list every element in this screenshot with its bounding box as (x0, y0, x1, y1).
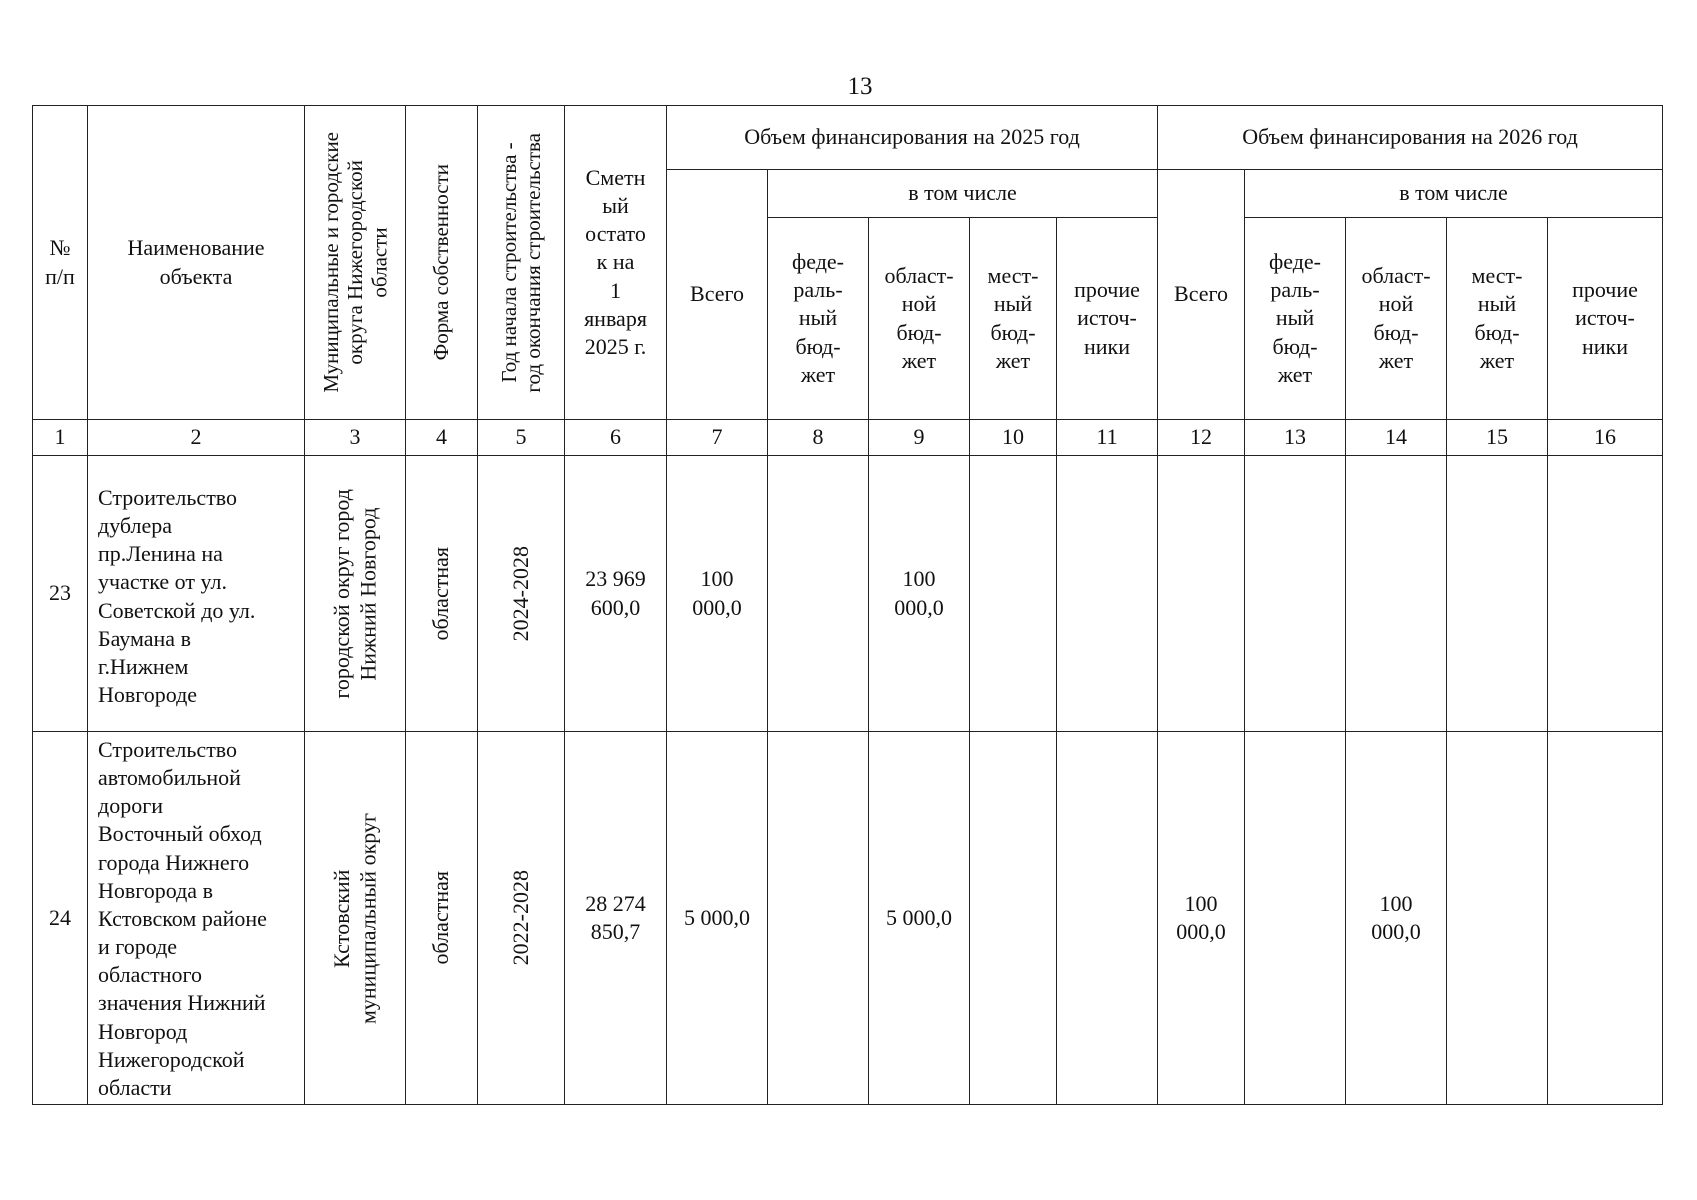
row-estimate: 23 969 600,0 (565, 456, 667, 732)
column-number: 2 (88, 420, 305, 456)
column-number: 3 (305, 420, 406, 456)
column-number: 16 (1548, 420, 1663, 456)
row-other-2025 (1057, 456, 1158, 732)
financing-table (32, 105, 1663, 1105)
header-name: Наименование объекта (88, 106, 305, 420)
header-other-2026: прочие источ- ники (1548, 218, 1663, 420)
row-local-2026 (1447, 456, 1548, 732)
header-ownership: Форма собственности (429, 164, 454, 361)
row-other-2026 (1548, 732, 1663, 1105)
row-other-2026 (1548, 456, 1663, 732)
column-number: 10 (970, 420, 1057, 456)
row-years: 2022-2028 (507, 870, 533, 966)
row-years-cell (478, 732, 565, 1105)
header-total-2026: Всего (1158, 170, 1245, 420)
row-municipality-cell (305, 456, 406, 732)
row-federal-2025 (768, 456, 869, 732)
header-regional-2026: област- ной бюд- жет (1346, 218, 1447, 420)
row-federal-2026 (1245, 456, 1346, 732)
row-municipality: городской округ город Нижний Новгород (328, 488, 380, 699)
table-row (33, 456, 1663, 732)
header-row-1 (33, 106, 1663, 170)
header-federal-2025: феде- раль- ный бюд- жет (768, 218, 869, 420)
column-number: 11 (1057, 420, 1158, 456)
header-years-cell (478, 106, 565, 420)
column-number: 12 (1158, 420, 1245, 456)
column-number: 15 (1447, 420, 1548, 456)
header-local-2025: мест- ный бюд- жет (970, 218, 1057, 420)
row-years-cell (478, 456, 565, 732)
row-municipality-cell (305, 732, 406, 1105)
row-regional-2026 (1346, 456, 1447, 732)
header-fin-2026: Объем финансирования на 2026 год (1158, 106, 1663, 170)
row-estimate: 28 274 850,7 (565, 732, 667, 1105)
header-including-2025: в том числе (768, 170, 1158, 218)
header-regional-2025: област- ной бюд- жет (869, 218, 970, 420)
row-federal-2026 (1245, 732, 1346, 1105)
header-local-2026: мест- ный бюд- жет (1447, 218, 1548, 420)
row-total-2026: 100 000,0 (1158, 732, 1245, 1105)
row-regional-2025: 100 000,0 (869, 456, 970, 732)
header-ownership-cell (406, 106, 478, 420)
row-name: Строительство автомобильной дороги Восточный обход города Нижнего Новгорода в Кстовском районе и городе областного значения Нижний Новгород Нижегородской области (88, 732, 305, 1105)
row-ownership-cell (406, 456, 478, 732)
column-number: 9 (869, 420, 970, 456)
column-number: 7 (667, 420, 768, 456)
header-num: № п/п (33, 106, 88, 420)
header-fin-2025: Объем финансирования на 2025 год (667, 106, 1158, 170)
row-ownership: областная (428, 871, 454, 965)
row-federal-2025 (768, 732, 869, 1105)
column-number: 8 (768, 420, 869, 456)
column-number: 13 (1245, 420, 1346, 456)
row-regional-2026: 100 000,0 (1346, 732, 1447, 1105)
row-local-2025 (970, 732, 1057, 1105)
header-federal-2026: феде- раль- ный бюд- жет (1245, 218, 1346, 420)
header-other-2025: прочие источ- ники (1057, 218, 1158, 420)
column-number: 5 (478, 420, 565, 456)
row-ownership: областная (428, 546, 454, 641)
page-number: 13 (847, 73, 873, 100)
header-total-2025: Всего (667, 170, 768, 420)
row-total-2025: 5 000,0 (667, 732, 768, 1105)
row-local-2025 (970, 456, 1057, 732)
row-regional-2025: 5 000,0 (869, 732, 970, 1105)
header-municipality-cell (305, 106, 406, 420)
column-number: 6 (565, 420, 667, 456)
row-num: 24 (33, 732, 88, 1105)
column-number: 1 (33, 420, 88, 456)
row-local-2026 (1447, 732, 1548, 1105)
row-ownership-cell (406, 732, 478, 1105)
column-number-row (33, 420, 1663, 456)
row-total-2025: 100 000,0 (667, 456, 768, 732)
row-years: 2024-2028 (507, 545, 533, 642)
column-number: 4 (406, 420, 478, 456)
header-estimate: Сметн ый остато к на 1 января 2025 г. (565, 106, 667, 420)
row-total-2026 (1158, 456, 1245, 732)
column-number: 14 (1346, 420, 1447, 456)
row-name: Строительство дублера пр.Ленина на участке от ул. Советской до ул. Баумана в г.Нижнем Новгороде (88, 456, 305, 732)
table-row (33, 732, 1663, 1105)
header-municipality: Муниципальные и городские округа Нижегородской области (318, 132, 392, 393)
row-other-2025 (1057, 732, 1158, 1105)
row-municipality: Кстовский муниципальный округ (328, 812, 380, 1024)
row-num: 23 (33, 456, 88, 732)
header-years: Год начала строительства - год окончания строительства (496, 132, 545, 393)
header-including-2026: в том числе (1245, 170, 1663, 218)
